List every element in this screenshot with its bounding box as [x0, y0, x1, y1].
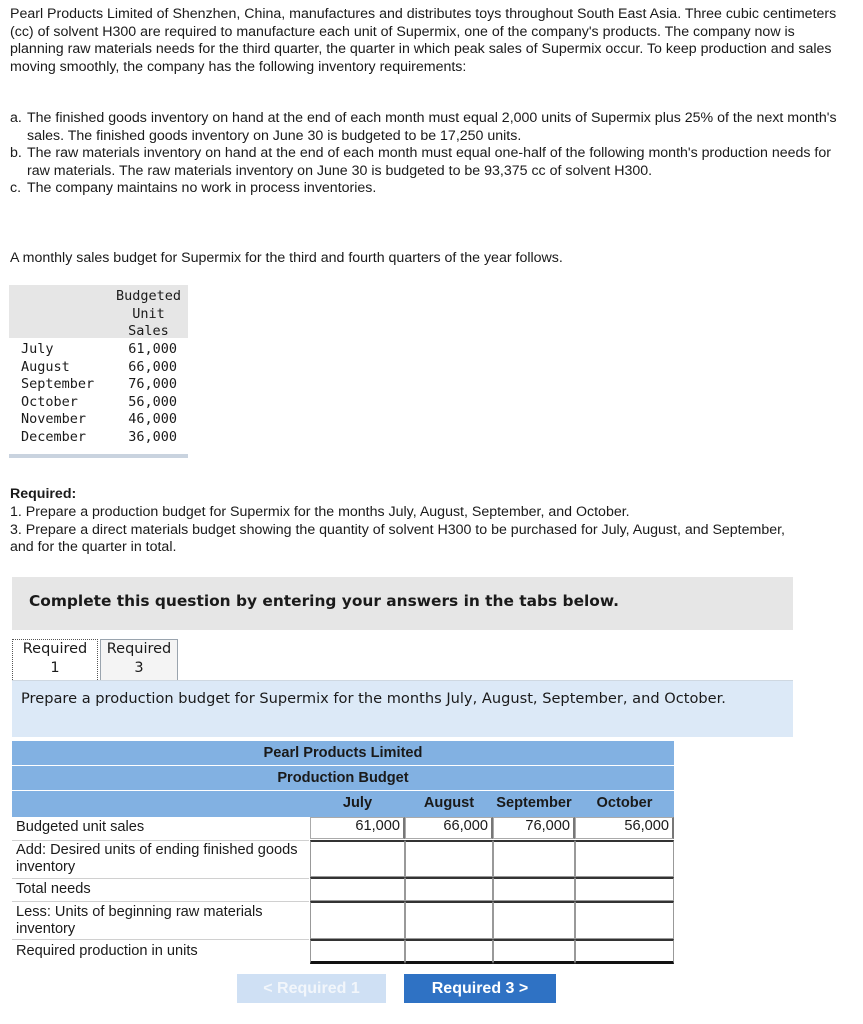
requirement-b [10, 145, 845, 180]
tab-required-3[interactable] [100, 639, 178, 680]
column-header-july: July [342, 795, 373, 811]
tab-instruction-text: Prepare a production budget for Supermix for the months July, August, September, and October. [21, 690, 726, 707]
table-row [21, 429, 177, 447]
row-label-budgeted-sales: Budgeted unit sales [16, 819, 145, 835]
requirement-c [10, 180, 845, 198]
tab-number: 1 [50, 660, 60, 676]
required-item: 3. Prepare a direct materials budget showing the quantity of solvent H300 to be purchased for July, August, and September, and for the quarter in total. [10, 521, 785, 555]
row-divider [12, 878, 309, 879]
units-cell: 46,000 [128, 411, 177, 428]
ending-inventory-august-input[interactable] [405, 840, 493, 877]
sales-budget-intro: A monthly sales budget for Supermix for the third and fourth quarters of the year follows. [10, 250, 563, 266]
production-july-input[interactable] [310, 939, 405, 964]
header-line: Budgeted [115, 288, 182, 304]
units-cell: 56,000 [128, 393, 177, 410]
month-cell: September [21, 376, 95, 393]
production-october-input[interactable] [575, 939, 674, 964]
tab-number: 3 [134, 660, 144, 676]
sales-table-body [21, 341, 177, 447]
row-label-total-needs: Total needs [16, 881, 91, 897]
table-row [21, 341, 177, 359]
month-cell: December [21, 428, 87, 445]
requirement-text: The finished goods inventory on hand at the end of each month must equal 2,000 units of Supermix plus 25% of the next month's sales. The finished goods inventory on June 30 is budgeted to be 17,250 units. [27, 110, 837, 144]
row-divider [12, 939, 309, 940]
month-cell: August [21, 358, 70, 375]
row-label-required-production: Required production in units [16, 943, 198, 959]
row-label-beginning-inventory: Less: Units of beginning raw materials inventory [16, 904, 263, 937]
beginning-inventory-july-input[interactable] [310, 901, 405, 939]
month-cell: October [21, 393, 78, 410]
required-heading: Required: [10, 486, 77, 502]
units-cell: 66,000 [128, 358, 177, 375]
sales-budget-table [9, 285, 188, 451]
budget-title: Production Budget [12, 766, 674, 790]
tab-label: Required [22, 641, 88, 657]
requirement-text: The raw materials inventory on hand at the end of each month must equal one-half of the following month's production needs for raw materials. The raw materials inventory on June 30 is budgeted to be 93,375 cc of solvent H300. [27, 145, 831, 179]
column-header-october: October [596, 795, 653, 811]
units-cell: 36,000 [128, 428, 177, 445]
units-cell: 61,000 [128, 341, 177, 357]
instructions-banner [12, 577, 793, 630]
sales-table-header [109, 288, 188, 341]
requirement-label: b. [10, 145, 22, 161]
ending-inventory-july-input[interactable] [310, 840, 405, 877]
table-row [21, 376, 177, 394]
total-needs-august-input[interactable] [405, 877, 493, 901]
production-august-input[interactable] [405, 939, 493, 964]
ending-inventory-september-input[interactable] [493, 840, 575, 877]
divider [9, 454, 188, 458]
beginning-inventory-september-input[interactable] [493, 901, 575, 939]
row-divider [12, 901, 309, 902]
requirement-label: a. [10, 110, 22, 126]
header-line: Sales [128, 323, 169, 340]
month-cell: November [21, 411, 87, 428]
table-row [21, 394, 177, 412]
tab-required-1[interactable] [12, 639, 98, 680]
required-list [10, 504, 810, 557]
budget-company-name: Pearl Products Limited [12, 741, 674, 765]
column-header-august: August [423, 795, 475, 811]
beginning-inventory-october-input[interactable] [575, 901, 674, 939]
total-needs-july-input[interactable] [310, 877, 405, 901]
tab-instruction-panel [12, 681, 793, 737]
beginning-inventory-august-input[interactable] [405, 901, 493, 939]
sales-october-value: 56,000 [575, 817, 674, 839]
table-row [21, 411, 177, 429]
month-cell: July [21, 341, 54, 357]
header-line: Unit [132, 305, 165, 322]
units-cell: 76,000 [128, 376, 177, 393]
previous-required-button[interactable]: < Required 1 [237, 974, 386, 1003]
production-september-input[interactable] [493, 939, 575, 964]
total-needs-september-input[interactable] [493, 877, 575, 901]
total-needs-october-input[interactable] [575, 877, 674, 901]
requirement-text: The company maintains no work in process inventories. [27, 180, 377, 196]
sales-september-value: 76,000 [493, 817, 575, 839]
row-divider [12, 840, 309, 841]
required-item: 1. Prepare a production budget for Supermix for the months July, August, September, and October. [10, 504, 630, 520]
tab-label: Required [106, 641, 172, 657]
intro-paragraph: Pearl Products Limited of Shenzhen, China, manufactures and distributes toys throughout South East Asia. Three cubic centimeters (cc) of solvent H300 are required to manufacture each unit of Supermix, one of the company's products. The company now is planning raw materials needs for the third quarter, the quarter in which peak sales of Supermix occur. To keep production and sales moving smoothly, the company has the following inventory requirements: [10, 6, 837, 75]
row-label-ending-inventory: Add: Desired units of ending finished goods inventory [16, 842, 298, 875]
column-header-september: September [496, 795, 572, 811]
requirement-label: c. [10, 180, 22, 196]
sales-august-value: 66,000 [405, 817, 493, 839]
ending-inventory-october-input[interactable] [575, 840, 674, 877]
inventory-requirements-list [10, 110, 845, 198]
requirement-a [10, 110, 845, 145]
table-row [21, 359, 177, 377]
sales-july-value: 61,000 [310, 817, 405, 839]
next-required-button[interactable]: Required 3 > [404, 974, 556, 1003]
instructions-text: Complete this question by entering your answers in the tabs below. [29, 592, 619, 610]
